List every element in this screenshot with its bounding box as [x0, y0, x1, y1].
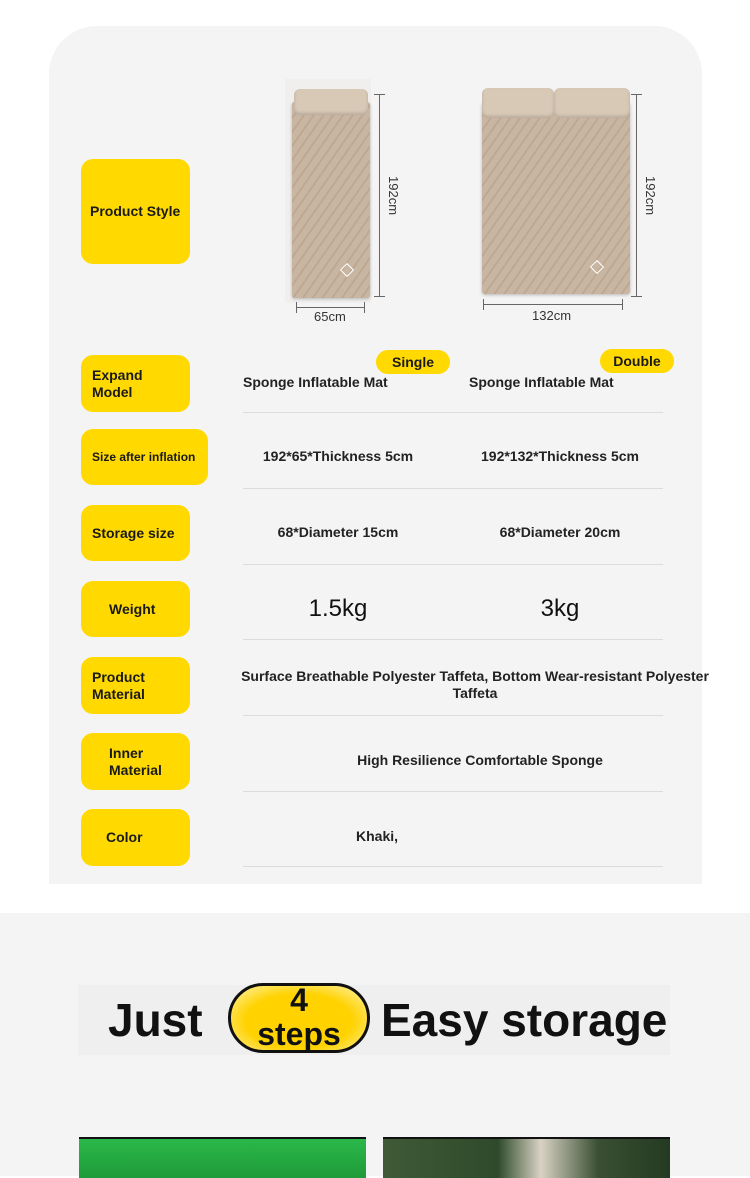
double-height-dimension [636, 94, 637, 297]
double-storage-size: 68*Diameter 20cm [499, 524, 621, 540]
double-height-label: 192cm [643, 176, 658, 216]
shared-color: Khaki, [356, 828, 399, 844]
single-expand-model: Sponge Inflatable Mat [243, 374, 388, 390]
double-size-after-inflation: 192*132*Thickness 5cm [481, 448, 639, 464]
label-storage-size: Storage size [81, 505, 190, 561]
steps-number: 4 [290, 982, 308, 1018]
single-width-label: 65cm [314, 309, 346, 324]
label-weight: Weight [81, 581, 190, 637]
single-storage-size: 68*Diameter 15cm [277, 524, 399, 540]
label-product-style: Product Style [81, 159, 190, 264]
step-photo-2 [383, 1137, 670, 1178]
label-product-material: Product Material [81, 657, 190, 714]
shared-inner-material: High Resilience Comfortable Sponge [357, 752, 603, 768]
double-width-dimension [483, 304, 623, 305]
single-weight: 1.5kg [308, 595, 368, 622]
steps-suffix: Easy storage [381, 994, 668, 1046]
single-height-label: 192cm [386, 176, 401, 216]
double-expand-model: Sponge Inflatable Mat [469, 374, 614, 390]
label-size-after-inflation: Size after inflation [81, 429, 208, 485]
shared-product-material: Surface Breathable Polyester Taffeta, Bottom Wear-resistant Polyester Taffeta [241, 668, 709, 701]
steps-prefix: Just [108, 994, 203, 1046]
single-width-dimension [296, 307, 365, 308]
step-photo-1 [79, 1137, 366, 1178]
steps-badge [228, 983, 370, 1053]
double-weight: 3kg [540, 595, 580, 622]
label-expand-model: Expand Model [81, 355, 190, 412]
steps-unit: steps [257, 1016, 341, 1052]
single-tag: Single [376, 350, 450, 374]
single-height-dimension [379, 94, 380, 297]
double-tag: Double [600, 349, 674, 373]
double-width-label: 132cm [532, 308, 572, 323]
label-inner-material: Inner Material [81, 733, 190, 790]
single-size-after-inflation: 192*65*Thickness 5cm [262, 448, 414, 464]
label-color: Color [81, 809, 190, 866]
